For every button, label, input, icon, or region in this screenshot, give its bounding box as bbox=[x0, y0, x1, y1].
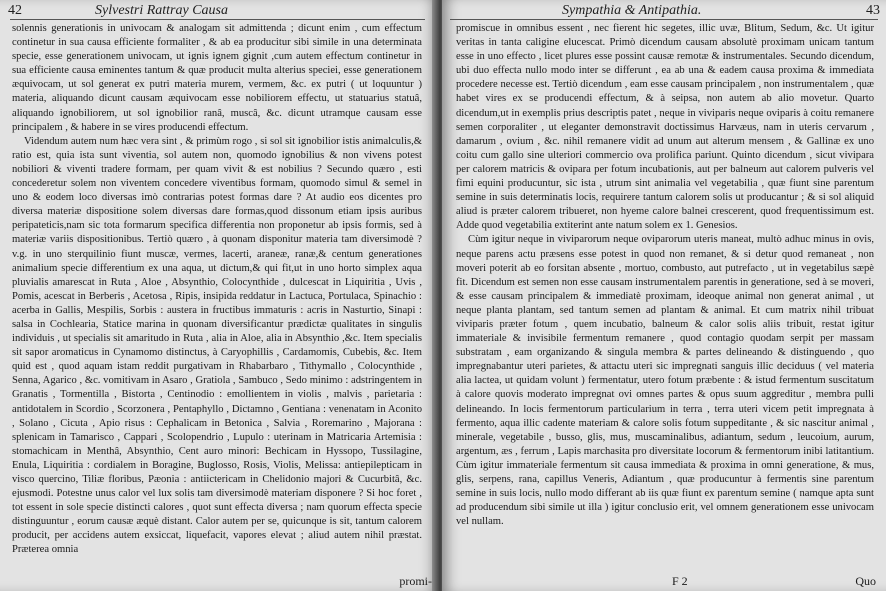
left-running-head: Sylvestri Rattray Causa bbox=[95, 3, 228, 18]
left-page-number: 42 bbox=[8, 3, 22, 18]
right-head-rule bbox=[450, 19, 878, 20]
left-paragraph-1: solennis generationis in univocam & analogam sit admittenda ; dicunt enim , cum effectum continetur in sua causa efficiente formaliter , & ab ea producitur sibi simile in una determinata specie, esse generationem univocam, ut ignis ignem gignit ,cum autem effectum continetur in sua efficiente causa eminentes tantum & quæ producit multa alterius speciei, esse generationem æquivocam, ut sol generat ex putri materia murem, vermem, &c. ex putri ( ut loquuntur ) materia, aliquando dicunt causam æquivocam esse nobiliorem effectu, ut statuarius statuâ, aliquando ignobiliorem, ut sol ignobilior ranâ, muscâ, &c. dicunt utramque causam esse principalem , & habere in se vires producendi effectum. bbox=[12, 23, 422, 133]
right-paragraph-1: promiscue in omnibus essent , nec fierent hic segetes, illic uvæ, Blitum, Sedum, &c. Ut igitur veritas in tanta caligine elucescat. Primò dicendum causam absolutè proximam unicam tantum esse in uno effecto , licet plures esse possint causæ remotæ & instrumentales. Secundo dicendum, ubi duo effecta nullo modo inter se differunt , ea ab una & eadem causa proxima & immediata procedere necesse est. Tertiò dicendum , eam esse causam principalem , non instrumentalem , quæ habet vires ex se producendi effectum, & à seipsa, non autem ab alio movetur. Quarto dicendum,ut in exemplis prius descriptis patet , neque in viviparis neque oviparis à coitu remanere semen corporaliter , ut eleganter demonstravit doctissimus Harvæus, nam in uteris cervarum , damarum , ovium , &c. nihil remanere vidit ad unum aut alterum mensem , & Gallinæ ex uno coitu cum gallo sine ulteriori commercio ova prolifica pariunt. Quinto dicendum , sicut vivipara per calorem matricis & ovipara per fotum incubationis, aut per balneum aut calorem pulveris vel fimi equini producuntur, sic ista , utrum sint animalia vel vegetabilia , quæ fiunt sine parentum semine in suis determinatis locis, requirere tantum calorem solis ut producantur ; & si sol aliquid aliud is præter calorem tribueret, non hyeme calore balnei crescerent, quod frequentissimum est. Adde quod vegetabilia extiterint ante natum solem ex 1. Genesios. bbox=[456, 23, 874, 232]
left-head-rule bbox=[10, 19, 425, 20]
left-page bbox=[0, 0, 438, 591]
left-catchword: promi- bbox=[399, 574, 432, 588]
right-page-number: 43 bbox=[866, 3, 880, 18]
left-paragraph-2: Videndum autem num hæc vera sint , & primùm rogo , si sol sit ignobilior istis animalculis,& ratio est, quia ista sunt viventia, sol autem non, quomodo ignobilius & non vivens potest nobiliori & viventi tradere formam, per quam vivit & est nobilius ? Secundo quæro , esti concederetur solem non viventem concedere viventibus formam, quomodo simul & semel in uno & eodem loco diversas imò contrarias potest formas dare ? At audio eos dicentes pro diversa materiæ dispositione solem diversas dare formas,quod dissonum etiam ipsis auribus peripateticis,nam sic tota formarum specifica differentia non proponetur ab ipsis formis, sed à materiæ variis dispositionibus. Tertiò quæro , à quonam disponitur materia tam diversimodè ? v.g. in uno sterquilinio fiunt muscæ, vermes, lacerti, araneæ, ranæ,& centum generationes animalium specie differentium ex una aqua, ut dictum,& qui fit,ut in uno horto simplex aqua pluvialis amarescat in Ruta , Aloe , Absynthio, Colocynthide , dulcescat in Liquiritia , Uvis , Pomis, acescat in Berberis , Acetosa , Ripis, insipida reddatur in Lactuca, Portulaca, Spinachio : acerba in Gallis, Mespilis, Sorbis : austera in fructibus immaturis : acris in Nasturtio, Sinapi : salsa in Cochlearia, Statice marina in quonam diversificantur prædictæ qualitates in singulis individuis , ut specialis sit amaritudo in Ruta , alia in Aloe, alia in Absynthio ,&c. Item specialis sit sapor aromaticus in Cynamomo distinctus, à Caryophillis , Cardamomis, Cubebis, &c. Item quid est , quod aquam istam reddit purgativam in Rhabarbaro , Tithymallo , Colocynthide , Senna, Agarico , &c. vomitivam in Asaro , Gratiola , Sambuco , Sedo minimo : adstringentem in Granatis , Tormentilla , Bistorta , Centinodio : emollientem in violis , malvis , parietaria : antidotalem in Scordio , Scorzonera , Pentaphyllo , Dictamno , Gentiana : venenatam in Aconito , Solano , Cicuta , Apio risus : Cephalicam in Betonica , Salvia , Roremarino , Majorana : splenicam in Tamarisco , Cappari , Scolopendrio , Lupulo : uterinam in Matricaria Artemisia : stomachicam in Menthâ, Absynthio, Cent auro minori: Bechicam in Hyssopo, Tussilagine, Enula, Liquiritia : cordialem in Boragine, Buglosso, Rosis, Violis, Melissa: antiepilepticam in visco quercino, Tiliæ floribus, Pæonia : antiictericam in Chelidonio majori & Cucurbitâ, &c. ejusmodi. Potestne unus calor vel lux solis tam diversimodè materiam disponere ? Si hoc foret , tot essent in sole specie distincti calores , quot sunt effecta diversa ; nam quorum effecta specie distinguuntur , eorum causæ æquè distant. Calor autem per se, quicunque is sit, tantum calorem producit, per accidens autem exsiccat, liquefacit, vapores elevat ; aliud autem nihil præstat. Præterea omnia bbox=[12, 135, 422, 556]
right-signature-mark: F 2 bbox=[672, 574, 688, 588]
right-page-text bbox=[456, 22, 874, 529]
right-page bbox=[442, 0, 886, 591]
right-catchword: Quo bbox=[855, 574, 876, 588]
right-paragraph-2: Cùm igitur neque in viviparorum neque oviparorum uteris maneat, multò adhuc minus in ovis, neque parens actu præsens esse potest in quod non remanet, & si detur quod remaneat , non moveri poterit ab eo forsitan absente , mortuo, combusto, aut putrefacto , ut in vegetabilus sæpè fit. Dicendum est semen non esse causam instrumentalem parentis in generatione, sed à se moveri, & esse causam principalem & immediatè proximam, ideoque animal non generat animal , ut neque planta plantam, sed tantum semen ad plantam & animal. Et cum matrix nihil tribuat viviparis præter fotum , quem incubatio, balneum & calor solis aliis tribuit, restat igitur immateriale & invisibile fermentum remanere , quod contagio quodam serpit per massam substratam , eam organizando & singula membra & partes delineando & distinguendo , quo impregnabantur uteri parietes, & attactu uteri sic impregnati sanguis illic deciduus ( vel materia alia lactea, ut quidam volunt ) fermentatur, utero fotum præbente : & istud fermentum suscitatum à calore quovis moderato impregnat ovi omnes partes & opus suum aggreditur , membra pulli delineando. In locis fermentorum particularium in terra , terra uteri vicem petit impregnata à fermento, aqua illic cadente materiam & calore solis fotum suppeditante , & sic nascitur animal , minerale, vegetabile , busso, glis, mus, muscaminalibus, adiantum, sedum , leucoium, aurum, argentum, æs , ferrum , Lapis marchasita pro diversitate locorum & fermentorum inibi latitantium. Cùm igitur immateriale fermentum sit causa immediata & proxima in omni generatione, & mus, glis, serpens, rana, capillus Veneris, Adiantum , quæ producuntur à fermentis sine parentum semine in suis locis, nullo modo differant ab iis quæ fiunt ex parentum semine ( namque apta sunt ad producendum sibi simile ut illa ) igitur conclusio erit, vel omnem generationem esse univocam vel nullam. bbox=[456, 234, 874, 528]
left-page-text bbox=[12, 22, 422, 558]
right-running-head: Sympathia & Antipathia. bbox=[562, 3, 702, 18]
